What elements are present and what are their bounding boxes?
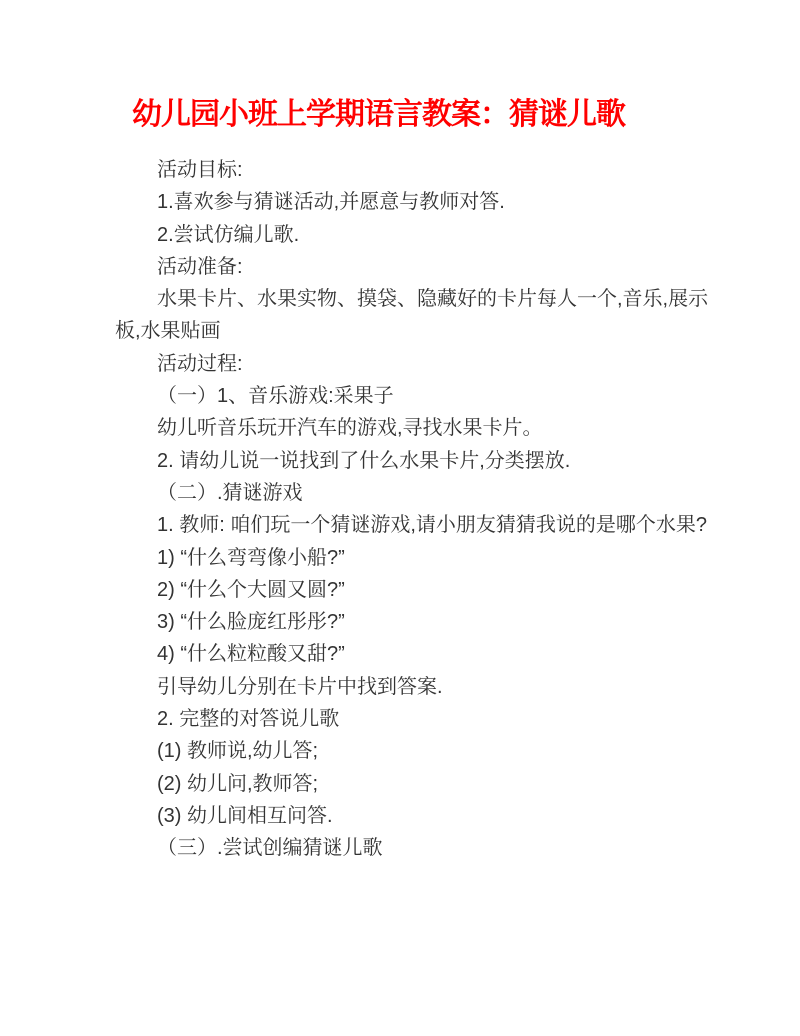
paragraph: (2) 幼儿问,教师答; <box>157 772 319 795</box>
paragraph: （二）.猜谜游戏 <box>157 481 303 504</box>
paragraph: 2) “什么个大圆又圆?” <box>157 578 345 601</box>
paragraph: 引导幼儿分别在卡片中找到答案. <box>157 675 443 698</box>
paragraph: 水果卡片、水果实物、摸袋、隐藏好的卡片每人一个,音乐,展示板,水果贴画 <box>115 288 709 343</box>
paragraph: 活动过程: <box>157 352 243 375</box>
paragraph: 2.尝试仿编儿歌. <box>157 223 300 246</box>
paragraph: （一）1、音乐游戏:采果子 <box>157 385 394 408</box>
paragraph: 幼儿听音乐玩开汽车的游戏,寻找水果卡片。 <box>157 417 543 440</box>
paragraph: 2. 完整的对答说儿歌 <box>157 708 340 731</box>
paragraph: 1.喜欢参与猜谜活动,并愿意与教师对答. <box>157 191 505 214</box>
paragraph: (1) 教师说,幼儿答; <box>157 740 319 763</box>
paragraph: 3) “什么脸庞红彤彤?” <box>157 611 345 634</box>
paragraph: 活动目标: <box>157 159 243 181</box>
paragraph: 2. 请幼儿说一说找到了什么水果卡片,分类摆放. <box>157 449 571 472</box>
paragraph: (3) 幼儿间相互问答. <box>157 804 333 827</box>
paragraph: 4) “什么粒粒酸又甜?” <box>157 643 345 666</box>
paragraph: （三）.尝试创编猜谜儿歌 <box>157 837 383 860</box>
document-body <box>115 154 715 865</box>
paragraph: 1) “什么弯弯像小船?” <box>157 546 345 569</box>
page-title: 幼儿园小班上学期语言教案：猜谜儿歌 <box>132 98 625 131</box>
paragraph: 1. 教师: 咱们玩一个猜谜游戏,请小朋友猜猜我说的是哪个水果? <box>157 514 708 537</box>
paragraph: 活动准备: <box>157 255 243 278</box>
